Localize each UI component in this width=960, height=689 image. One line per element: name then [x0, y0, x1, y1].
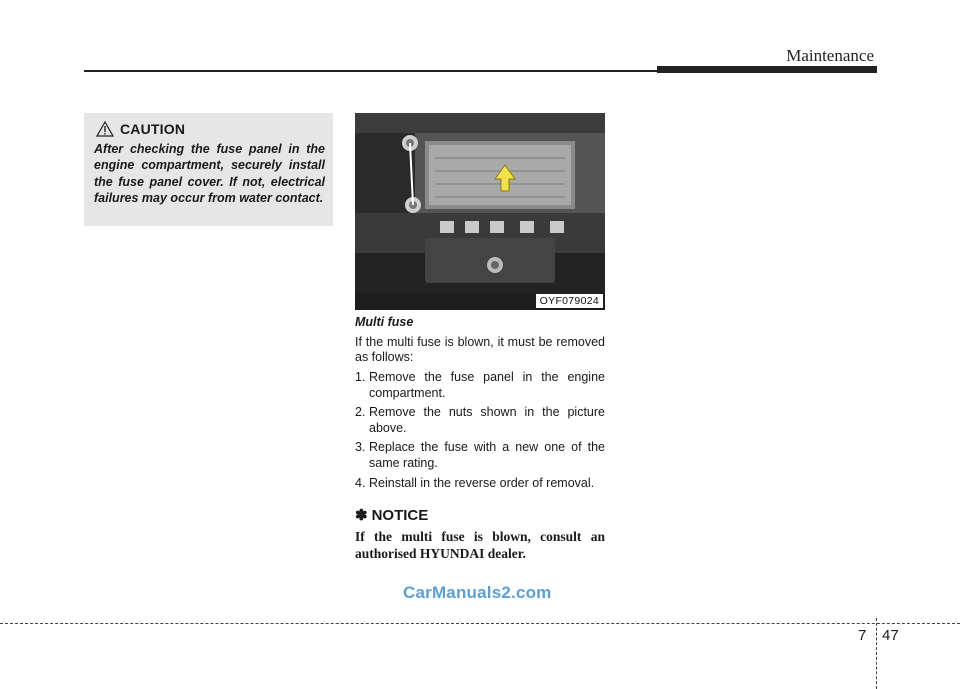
step-text: Remove the fuse panel in the engine compartment.	[369, 369, 605, 400]
step-number: 2.	[355, 405, 366, 420]
step-number: 1.	[355, 369, 366, 384]
step-number: 4.	[355, 475, 366, 490]
header-bar	[657, 66, 877, 73]
header-rule	[84, 70, 657, 72]
figure-code: OYF079024	[536, 294, 603, 308]
page-number: 47	[882, 627, 899, 644]
notice-text: If the multi fuse is blown, consult an authorised HYUNDAI dealer.	[355, 529, 605, 561]
caution-header	[96, 121, 325, 137]
section-title: Maintenance	[786, 46, 874, 65]
footer-rule	[0, 623, 960, 624]
step-number: 3.	[355, 440, 366, 455]
step-text: Reinstall in the reverse order of removal.	[369, 475, 595, 490]
caution-box	[84, 113, 333, 226]
step-text: Remove the nuts shown in the picture above.	[369, 405, 605, 435]
caution-text: After checking the fuse panel in the engine compartment, securely install the fuse panel cover. If not, electrical failures may occur from water contact.	[94, 142, 325, 205]
watermark-link[interactable]: CarManuals2.com	[403, 583, 552, 602]
fuse-photo	[355, 113, 605, 310]
notice-star-icon: ✽	[355, 507, 368, 525]
list-item	[355, 405, 605, 436]
list-item	[355, 440, 605, 471]
steps-list	[355, 370, 605, 491]
notice-title: NOTICE	[371, 507, 429, 525]
step-text: Replace the fuse with a new one of the same rating.	[369, 440, 605, 470]
subheading: Multi fuse	[355, 315, 414, 329]
article	[355, 315, 605, 563]
list-item	[355, 370, 605, 401]
warning-triangle-icon	[96, 121, 114, 137]
notice-header	[355, 507, 605, 526]
caution-title: CAUTION	[120, 121, 186, 137]
chapter-number: 7	[858, 627, 867, 644]
engine-fuse-panel-illustration	[355, 113, 605, 310]
intro-text: If the multi fuse is blown, it must be removed as follows:	[355, 334, 605, 365]
list-item	[355, 476, 605, 492]
footer-divider	[876, 618, 877, 689]
